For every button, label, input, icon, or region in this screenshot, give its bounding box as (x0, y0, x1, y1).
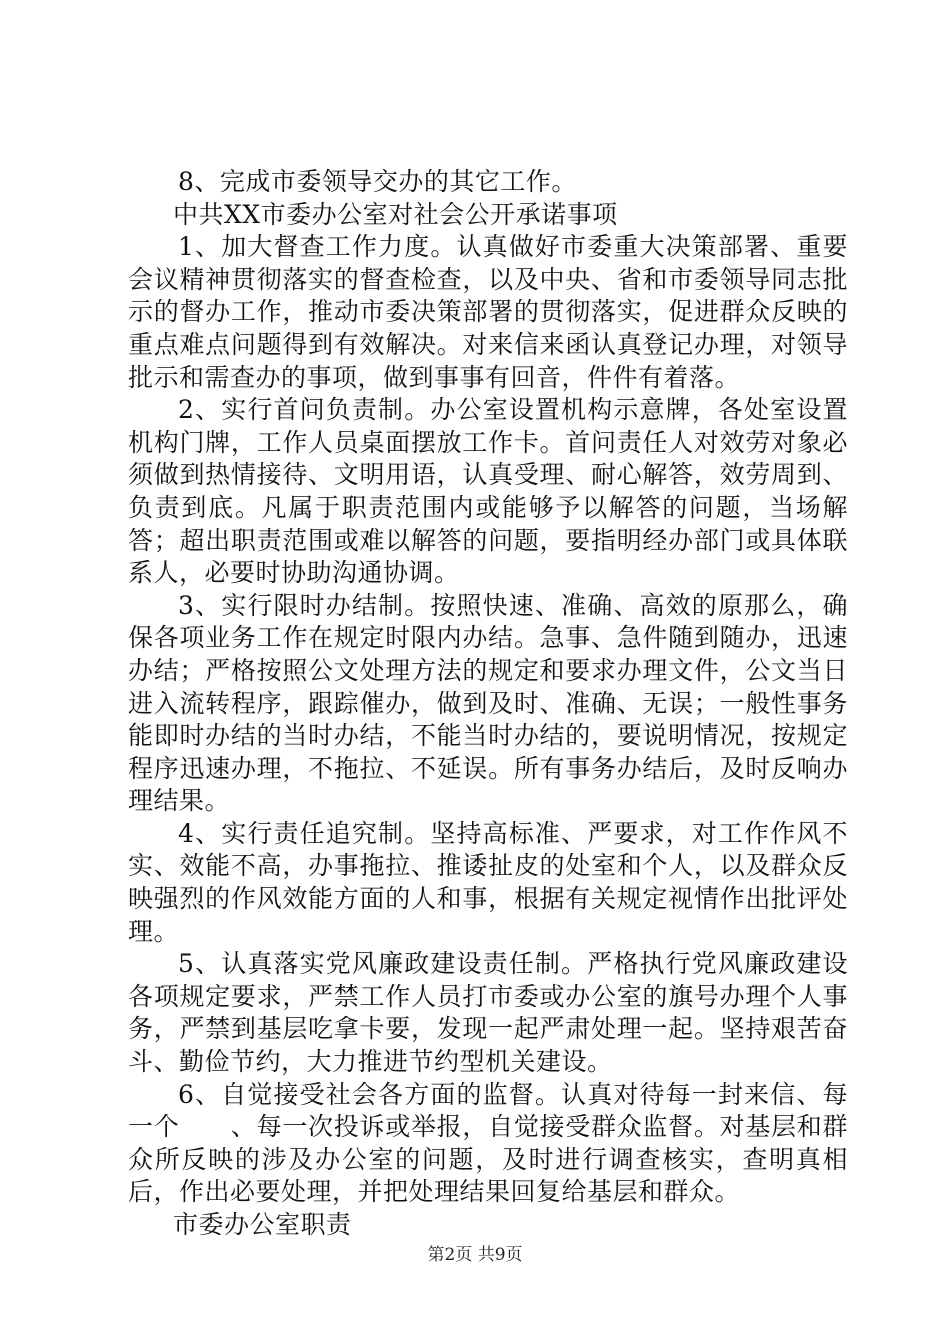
commitment-3-paragraph: 3、实行限时办结制。按照快速、准确、高效的原那么，确保各项业务工作在规定时限内办结。急事、急件随到随办，迅速办结；严格按照公文处理方法的规定和要求办理文件，公文当日进入流转程序，跟踪催办，做到及时、准确、无误；一般性事务能即时办结的当时办结，不能当时办结的，要说明情况，按规定程序迅速办理，不拖拉、不延误。所有事务办结后，及时反响办理结果。 (128, 590, 848, 816)
commitment-1-paragraph: 1、加大督查工作力度。认真做好市委重大决策部署、重要会议精神贯彻落实的督查检查，以及中央、省和市委领导同志批示的督办工作，推动市委决策部署的贯彻落实，促进群众反映的重点难点问题得到有效解决。对来信来函认真登记办理，对领导批示和需查办的事项，做到事事有回音，件件有着落。 (128, 232, 848, 392)
commitment-heading: 中共XX市委办公室对社会公开承诺事项 (173, 199, 618, 229)
paragraph-item-8: 8、完成市委领导交办的其它工作。 (178, 167, 577, 196)
commitment-6-paragraph: 6、自觉接受社会各方面的监督。认真对待每一封来信、每一个 、每一次投诉或举报，自觉接受群众监督。对基层和群众所反映的涉及办公室的问题，及时进行调查核实，查明真相后，作出必要处理，并把处理结果回复给基层和群众。 (128, 1079, 848, 1207)
commitment-2-paragraph: 2、实行首问负责制。办公室设置机构示意牌，各处室设置机构门牌，工作人员桌面摆放工作卡。首问责任人对效劳对象必须做到热情接待、文明用语，认真受理、耐心解答，效劳周到、负责到底。凡属于职责范围内或能够予以解答的问题，当场解答；超出职责范围或难以解答的问题，要指明经办部门或具体联系人，必要时协助沟通协调。 (128, 395, 848, 588)
duties-heading: 市委办公室职责 (173, 1210, 352, 1239)
commitment-5-paragraph: 5、认真落实党风廉政建设责任制。严格执行党风廉政建设各项规定要求，严禁工作人员打市委或办公室的旗号办理个人事务，严禁到基层吃拿卡要，发现一起严肃处理一起。坚持艰苦奋斗、勤俭节约，大力推进节约型机关建设。 (128, 949, 848, 1077)
document-body (128, 166, 848, 1242)
page-number-footer: 第2页 共9页 (427, 1245, 523, 1265)
commitment-4-paragraph: 4、实行责任追究制。坚持高标准、严要求，对工作作风不实、效能不高，办事拖拉、推诿扯皮的处室和个人，以及群众反映强烈的作风效能方面的人和事，根据有关规定视情作出批评处理。 (128, 818, 848, 946)
